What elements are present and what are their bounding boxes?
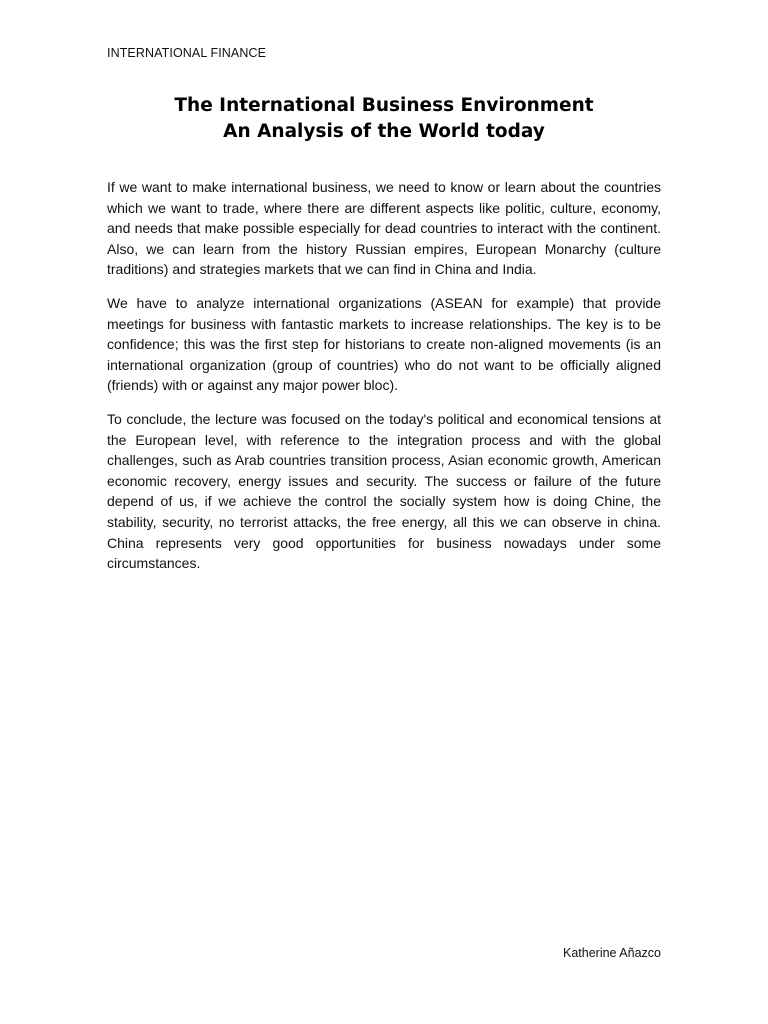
paragraph-2: We have to analyze international organizations (ASEAN for example) that provide meetings for business with fantastic markets to increase relationships. The key is to be confidence; this was the first step for historians to create non-aligned movements (is an international organization (group of countries) who do not want to be officially aligned (friends) with or against any major power bloc). — [107, 294, 661, 394]
title-line-2: An Analysis of the World today — [223, 121, 545, 142]
paragraph-3: To conclude, the lecture was focused on the today's political and economical tensions at the European level, with reference to the integration process and with the global challenges, such as Arab countries transition process, Asian economic growth, American economic recovery, energy issues and security. The success or failure of the future depend of us, if we achieve the control the socially system how is doing Chine, the stability, security, no terrorist attacks, the free energy, all this we can observe in china. China represents very good opportunities for business nowadays under some circumstances. — [107, 410, 661, 572]
body-text — [107, 177, 661, 587]
paragraph-1: If we want to make international business, we need to know or learn about the countries which we want to trade, where there are different aspects like politic, culture, economy, and needs that make possible especially for dead countries to interact with the continent. Also, we can learn from the history Russian empires, European Monarchy (culture traditions) and strategies markets that we can find in China and India. — [107, 179, 661, 278]
author-signature: Katherine Añazco — [563, 946, 661, 960]
document-title — [107, 93, 661, 145]
title-line-1: The International Business Environment — [174, 95, 594, 116]
running-header: INTERNATIONAL FINANCE — [107, 46, 267, 60]
